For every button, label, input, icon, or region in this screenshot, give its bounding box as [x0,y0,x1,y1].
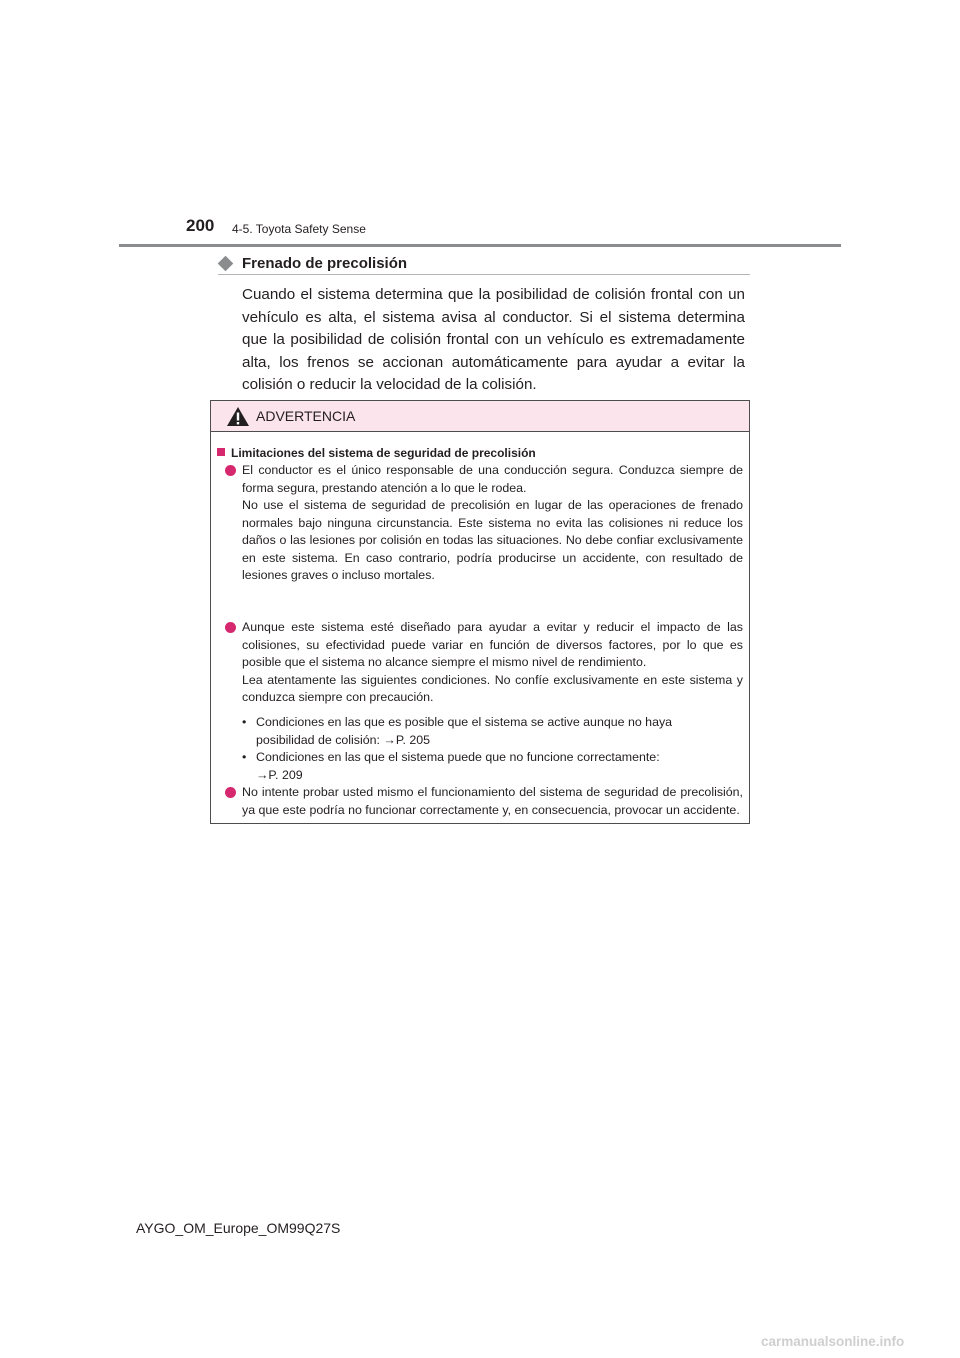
circle-bullet-icon [225,787,236,798]
watermark: carmanualsonline.info [761,1334,905,1349]
sub-item-2-line1: Condiciones en las que el sistema puede que no funcione correctamente: [256,750,660,764]
square-bullet-icon [217,448,225,456]
dot-bullet: • [242,715,247,729]
warning-title: ADVERTENCIA [256,408,356,424]
subsection-title: Frenado de precolisión [242,255,408,272]
circle-bullet-icon [225,465,236,476]
sub-item-1 [242,714,732,749]
sub-item-1-text: Condiciones en las que es posible que el sistema se active aunque no haya posibilidad de colisión: →P. 205 [256,715,673,747]
header-rule [119,244,841,247]
warning-header [211,401,749,432]
warning-box [210,400,750,824]
warning-item-3 [242,784,743,819]
warning-item-2 [242,619,743,707]
circle-bullet-icon [225,622,236,633]
document-code: AYGO_OM_Europe_OM99Q27S [136,1220,341,1236]
dot-bullet: • [242,750,247,764]
warning-item-1-p2: No use el sistema de seguridad de precolisión en lugar de las operaciones de frenado normales bajo ninguna circunstancia. Este sistema no evita las colisiones ni reduce los daños o las lesiones por colisión en todas las situaciones. No debe confiar exclusivamente en este sistema. En caso contrario, podría producirse un accidente, con resultado de lesiones graves o incluso mortales. [242,498,743,582]
subsection-body: Cuando el sistema determina que la posibilidad de colisión frontal con un vehículo es alta, el sistema avisa al conductor. Si el sistema determina que la posibilidad de colisión frontal con un vehículo es extremadamente alta, los frenos se accionan automáticamente para ayudar a evitar la colisión o reducir la velocidad de la colisión. [242,286,745,394]
warning-item-1 [242,462,743,585]
limitations-heading-text: Limitaciones del sistema de seguridad de precolisión [231,446,536,460]
section-title: 4-5. Toyota Safety Sense [232,222,366,236]
diamond-icon [218,256,234,272]
warning-item-2-p1: Aunque este sistema esté diseñado para ayudar a evitar y reducir el impacto de las colisiones, su efectividad puede variar en función de diversos factores, por lo que es posible que el sistema no alcance siempre el mismo nivel de rendimiento. [242,620,743,669]
limitations-heading [217,446,536,460]
page-number: 200 [186,216,215,235]
subsection-heading [218,254,750,275]
warning-item-1-p1: El conductor es el único responsable de una conducción segura. Conduzca siempre de forma segura, prestando atención a lo que le rodea. [242,463,743,495]
warning-item-2-p2: Lea atentamente las siguientes condiciones. No confíe exclusivamente en este sistema y conduzca siempre con precaución. [242,672,743,704]
warning-triangle-icon [226,406,250,427]
sub-item-2 [242,749,732,784]
sub-item-2-line2: →P. 209 [256,767,303,782]
warning-item-3-text: No intente probar usted mismo el funcionamiento del sistema de seguridad de precolisión, ya que este podría no funcionar correctamente y, en consecuencia, provocar un accidente. [242,785,743,817]
